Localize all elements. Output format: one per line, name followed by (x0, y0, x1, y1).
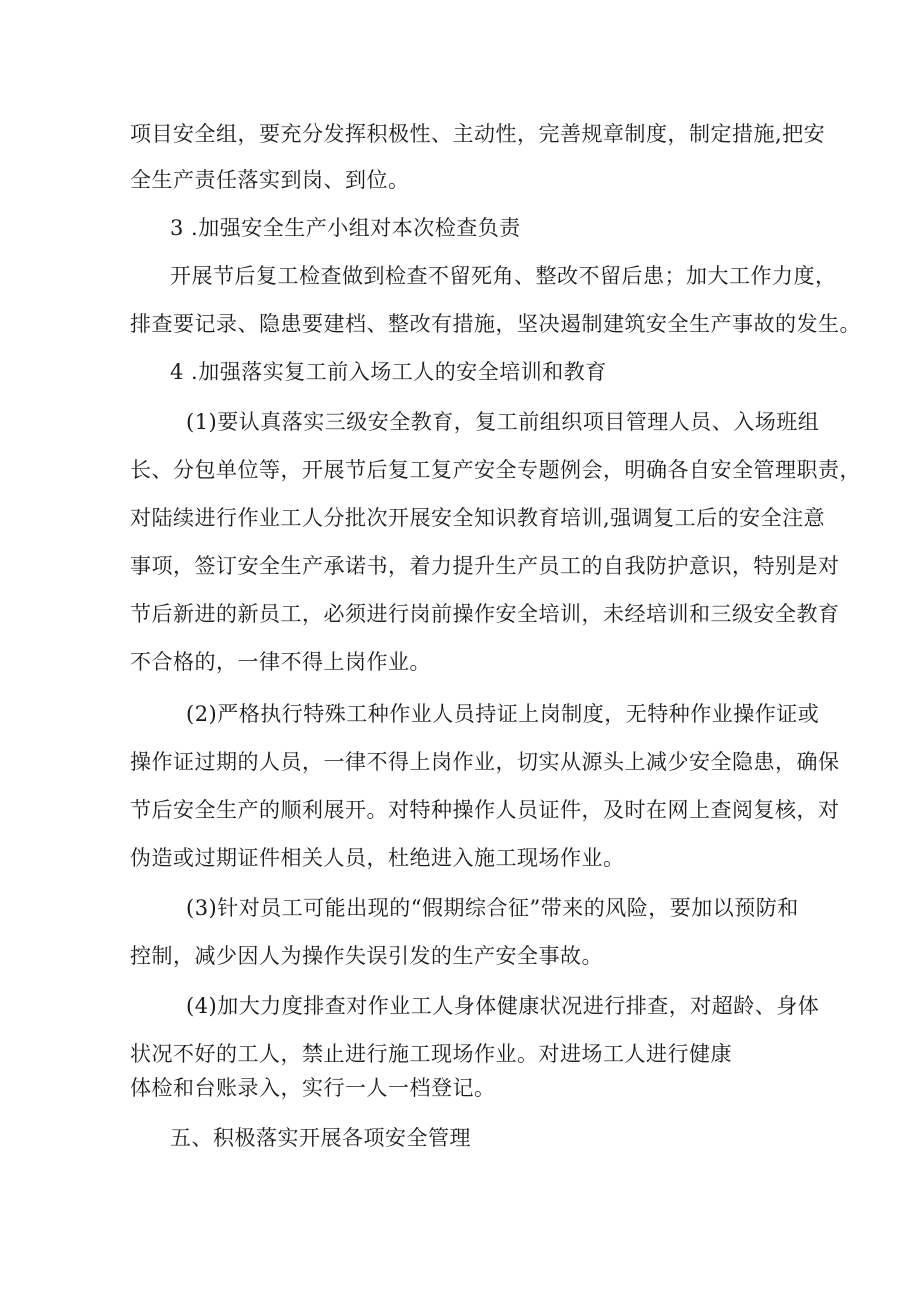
paragraph-line: 体检和台账录入，实行一人一档登记。 (130, 1076, 496, 1100)
paragraph-line: (1)要认真落实三级安全教育，复工前组织项目管理人员、入场班组 (186, 410, 820, 434)
paragraph-line: (3)针对员工可能出现的“假期综合征”带来的风险，要加以预防和 (186, 896, 799, 920)
paragraph-line: 事项，签订安全生产承诺书，着力提升生产员工的自我防护意识，特别是对 (130, 554, 840, 578)
paragraph-line: 节后安全生产的顺利展开。对特种操作人员证件，及时在网上查阅复核，对 (130, 798, 840, 822)
paragraph-line: (2)严格执行特殊工种作业人员持证上岗制度，无特种作业操作证或 (186, 702, 820, 726)
chapter-heading: 五、积极落实开展各项安全管理 (170, 1126, 471, 1150)
paragraph-line: 节后新进的新员工，必须进行岗前操作安全培训，未经培训和三级安全教育 (130, 602, 840, 626)
section-heading: 3 .加强安全生产小组对本次检查负责 (170, 216, 521, 240)
paragraph-line: 项目安全组，要充分发挥积极性、主动性，完善规章制度，制定措施,把安 (130, 122, 826, 146)
section-heading: 4 .加强落实复工前入场工人的安全培训和教育 (170, 360, 607, 384)
paragraph-line: 排查要记录、隐患要建档、整改有措施，坚决遏制建筑安全生产事故的发生。 (130, 312, 861, 336)
paragraph-line: 不合格的，一律不得上岗作业。 (130, 650, 431, 674)
paragraph-line: (4)加大力度排查对作业工人身体健康状况进行排查，对超龄、身体 (186, 994, 820, 1018)
paragraph-line: 状况不好的工人，禁止进行施工现场作业。对进场工人进行健康 (130, 1042, 732, 1066)
paragraph-line: 控制，减少因人为操作失误引发的生产安全事故。 (130, 944, 603, 968)
paragraph-line: 长、分包单位等，开展节后复工复产安全专题例会，明确各自安全管理职责， (130, 458, 861, 482)
paragraph-line: 对陆续进行作业工人分批次开展安全知识教育培训,强调复工后的安全注意 (130, 506, 826, 530)
paragraph-line: 伪造或过期证件相关人员，杜绝进入施工现场作业。 (130, 846, 625, 870)
paragraph-line: 操作证过期的人员，一律不得上岗作业，切实从源头上减少安全隐患，确保 (130, 750, 840, 774)
paragraph-line: 开展节后复工检查做到检查不留死角、整改不留后患；加大工作力度， (170, 264, 837, 288)
paragraph-line: 全生产责任落实到岗、到位。 (130, 168, 410, 192)
